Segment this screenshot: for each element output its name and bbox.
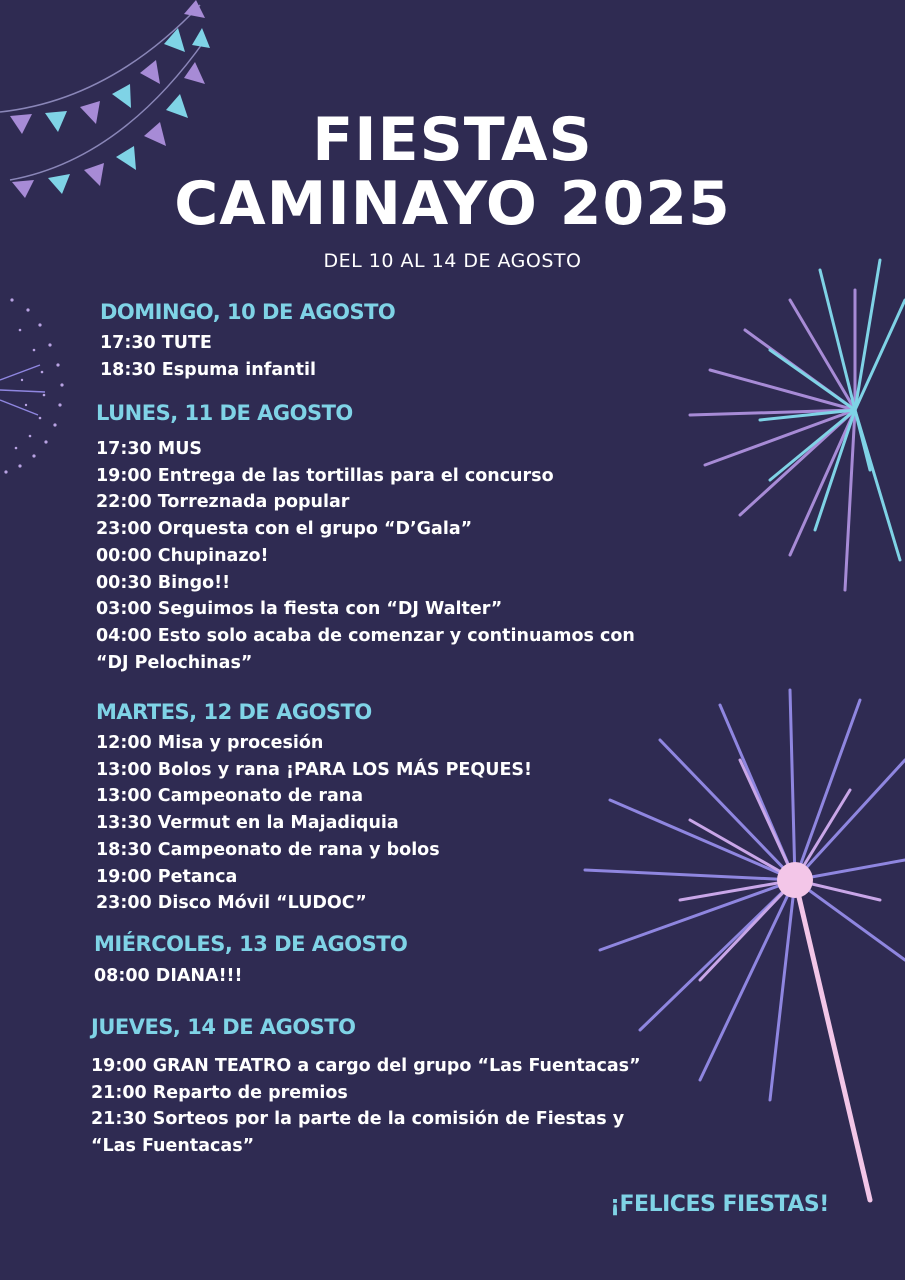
event-item: 21:30 Sorteos por la parte de la comisión de Fiestas y	[91, 1109, 625, 1130]
greeting-text: ¡FELICES FIESTAS!	[610, 1192, 829, 1217]
event-item: “DJ Pelochinas”	[96, 652, 253, 673]
event-item: 23:00 Orquesta con el grupo “D’Gala”	[96, 519, 473, 540]
event-item: 00:30 Bingo!!	[96, 572, 231, 593]
day-sunday	[100, 300, 395, 383]
day-monday	[96, 401, 635, 676]
event-item: 22:00 Torreznada popular	[96, 492, 350, 513]
event-item: 13:30 Vermut en la Majadiquia	[96, 813, 399, 834]
event-list	[91, 1053, 641, 1160]
event-item: 12:00 Misa y procesión	[96, 733, 324, 753]
event-item: 21:00 Reparto de premios	[91, 1082, 348, 1103]
event-item: 19:00 Petanca	[96, 866, 238, 887]
day-heading: MIÉRCOLES, 13 DE AGOSTO	[94, 932, 408, 956]
event-item: 19:00 GRAN TEATRO a cargo del grupo “Las Fuentacas”	[91, 1056, 641, 1076]
day-heading: JUEVES, 14 DE AGOSTO	[91, 1015, 356, 1039]
firework-small-icon	[0, 298, 64, 473]
event-item: 23:00 Disco Móvil “LUDOC”	[96, 893, 367, 914]
event-item: “Las Fuentacas”	[91, 1136, 255, 1157]
day-heading: LUNES, 11 DE AGOSTO	[96, 401, 353, 425]
event-item: 13:00 Bolos y rana ¡PARA LOS MÁS PEQUES!	[96, 759, 533, 780]
event-item: 00:00 Chupinazo!	[96, 545, 269, 566]
event-item: 13:00 Campeonato de rana	[96, 786, 364, 807]
event-item: 03:00 Seguimos la fiesta con “DJ Walter”	[96, 599, 503, 620]
event-item: 18:30 Campeonato de rana y bolos	[96, 839, 440, 860]
poster-title-line-2: CAMINAYO 2025	[174, 169, 731, 239]
event-list	[96, 436, 635, 676]
event-item: 17:30 TUTE	[100, 333, 212, 353]
event-item: 08:00 DIANA!!!	[94, 966, 243, 986]
day-thursday	[91, 1015, 641, 1160]
event-list	[100, 330, 395, 383]
event-list	[94, 963, 407, 990]
event-item: 19:00 Entrega de las tortillas para el concurso	[96, 465, 554, 486]
day-tuesday	[96, 700, 532, 917]
date-range: DEL 10 AL 14 DE AGOSTO	[323, 250, 582, 272]
event-item: 17:30 MUS	[96, 439, 203, 459]
event-item: 04:00 Esto solo acaba de comenzar y continuamos con	[96, 625, 635, 646]
day-heading: DOMINGO, 10 DE AGOSTO	[100, 300, 396, 324]
poster-title-line-1: FIESTAS	[312, 105, 593, 175]
day-heading: MARTES, 12 DE AGOSTO	[96, 700, 372, 724]
event-list	[96, 730, 532, 917]
firework-top-right-icon	[690, 260, 905, 590]
event-item: 18:30 Espuma infantil	[100, 359, 316, 380]
day-wednesday	[94, 932, 407, 990]
